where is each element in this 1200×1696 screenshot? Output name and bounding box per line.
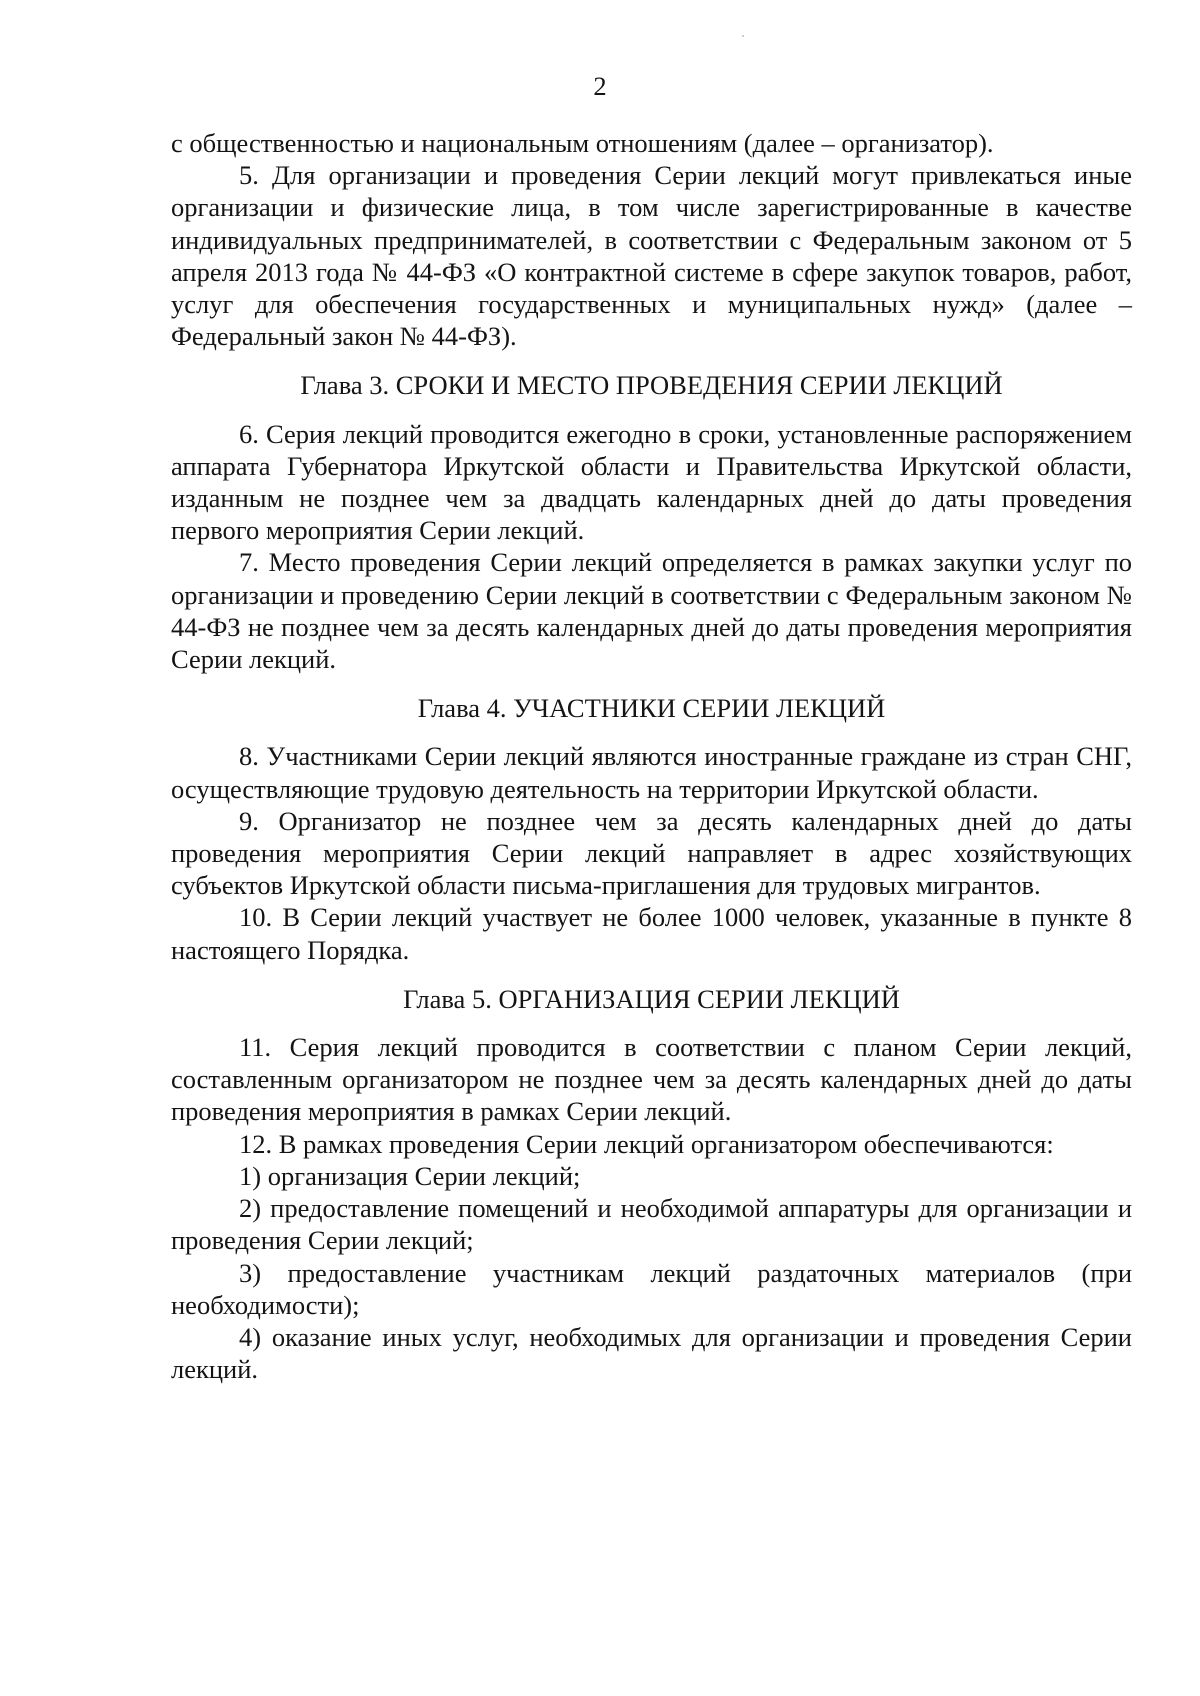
list-item-2: 2) предоставление помещений и необходимой аппаратуры для организации и проведения Серии лекций;	[171, 1193, 1132, 1256]
list-item-1: 1) организация Серии лекций;	[239, 1160, 581, 1191]
paragraph-continuation: с общественностью и национальным отношениям (далее – организатор).	[171, 128, 994, 158]
paragraph-12: 12. В рамках проведения Серии лекций организатором обеспечиваются:	[239, 1128, 1054, 1159]
document-body	[171, 127, 1132, 1385]
paragraph-6: 6. Серия лекций проводится ежегодно в сроки, установленные распоряжением аппарата Губернатора Иркутской области и Правительства Иркутской области, изданным не позднее чем за двадцать календарных дней до даты проведения первого мероприятия Серии лекций.	[171, 418, 1132, 546]
list-item-3: 3) предоставление участникам лекций раздаточных материалов (при необходимости);	[171, 1257, 1132, 1320]
list-item-4: 4) оказание иных услуг, необходимых для организации и проведения Серии лекций.	[171, 1321, 1132, 1385]
paragraph-10: 10. В Серии лекций участвует не более 1000 человек, указанные в пункте 8 настоящего Порядка.	[171, 902, 1132, 965]
chapter-5-heading: Глава 5. ОРГАНИЗАЦИЯ СЕРИИ ЛЕКЦИЙ	[403, 983, 900, 1014]
chapter-4-heading: Глава 4. УЧАСТНИКИ СЕРИИ ЛЕКЦИЙ	[417, 693, 886, 724]
page-number: 2	[593, 71, 607, 101]
scan-speck	[742, 35, 744, 37]
chapter-3-heading: Глава 3. СРОКИ И МЕСТО ПРОВЕДЕНИЯ СЕРИИ ЛЕКЦИЙ	[300, 370, 1003, 401]
paragraph-7: 7. Место проведения Серии лекций определяется в рамках закупки услуг по организации и проведению Серии лекций в соответствии с Федеральным законом № 44-ФЗ не позднее чем за десять календарных дней до даты проведения мероприятия Серии лекций.	[171, 547, 1132, 675]
paragraph-5: 5. Для организации и проведения Серии лекций могут привлекаться иные организации и физические лица, в том числе зарегистрированные в качестве индивидуальных предпринимателей, в соответствии с Федеральным законом от 5 апреля 2013 года № 44-ФЗ «О контрактной системе в сфере закупок товаров, работ, услуг для обеспечения государственных и муниципальных нужд» (далее – Федеральный закон № 44-ФЗ).	[171, 160, 1132, 352]
paragraph-11: 11. Серия лекций проводится в соответствии с планом Серии лекций, составленным организатором не позднее чем за десять календарных дней до даты проведения мероприятия в рамках Серии лекций.	[171, 1032, 1132, 1127]
paragraph-8: 8. Участниками Серии лекций являются иностранные граждане из стран СНГ, осуществляющие трудовую деятельность на территории Иркутской области.	[171, 741, 1132, 804]
paragraph-9: 9. Организатор не позднее чем за десять календарных дней до даты проведения мероприятия Серии лекций направляет в адрес хозяйствующих субъектов Иркутской области письма-приглашения для трудовых мигрантов.	[171, 805, 1132, 901]
